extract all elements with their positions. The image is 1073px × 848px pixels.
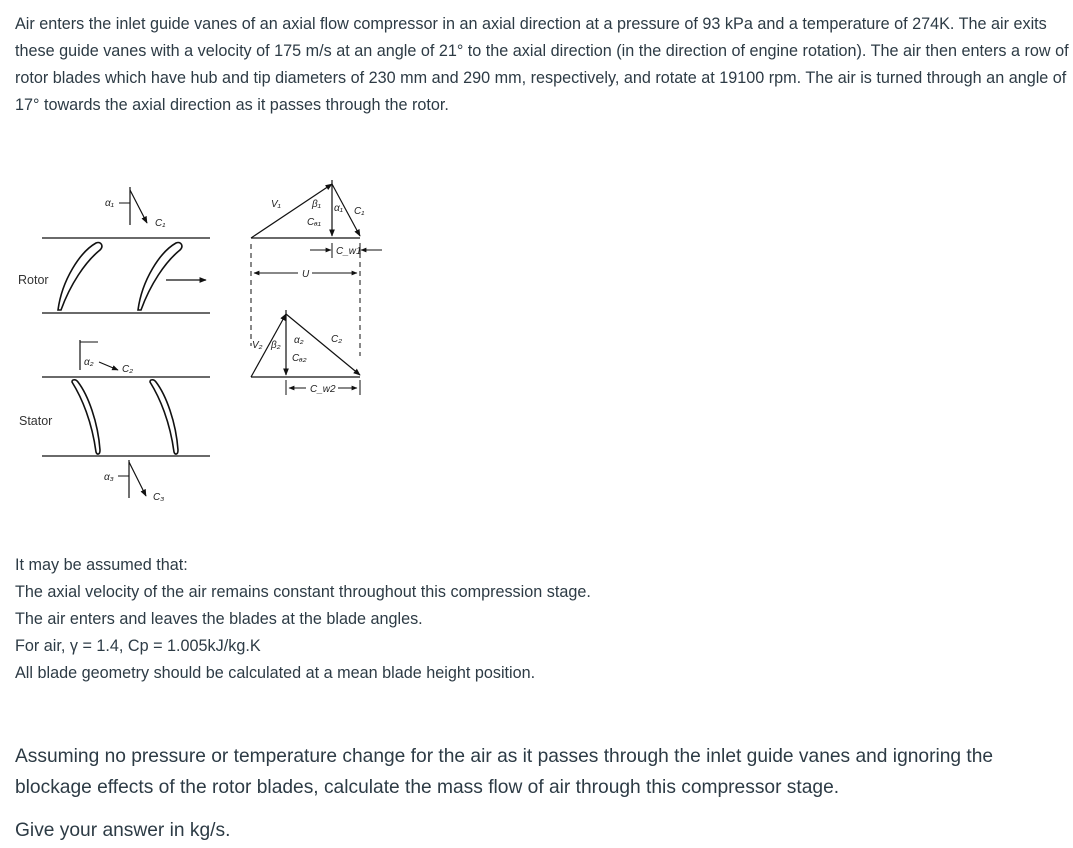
exit-velocity-triangle — [251, 310, 360, 377]
c2-triangle-label: C₂ — [331, 334, 343, 345]
rotor-blade-1 — [58, 243, 102, 310]
stator-exit-velocity-marker — [104, 460, 164, 503]
inlet-velocity-triangle — [251, 180, 364, 238]
ca2-label: Cₐ₂ — [292, 353, 307, 364]
beta2-label: β₂ — [271, 340, 281, 351]
alpha3-label: α₃ — [104, 472, 114, 483]
stator-row — [42, 377, 210, 456]
question-text: Assuming no pressure or temperature change for the air as it passes through the inlet guide vanes and ignoring the blockage effects of the rotor blades, calculate the mass flow of air through this compressor stage. — [15, 746, 994, 798]
problem-intro: Air enters the inlet guide vanes of an axial flow compressor in an axial direction at a pressure of 93 kPa and a temperature of 274K. The air exits these guide vanes with a velocity of 175 m/s at an angle of 21° to the axial direction (in the direction of engine rotation). The air then enters a row of rotor blades which have hub and tip diameters of 230 mm and 290 mm, respectively, and rotate at 19100 rpm. The air is turned through an angle of 17° towards the axial direction as it passes through the rotor. — [15, 15, 1069, 114]
rotor-exit-velocity-marker — [80, 340, 133, 375]
compressor-stage-diagram — [0, 170, 420, 520]
assumptions-block — [15, 552, 1055, 687]
stator-blade-2 — [150, 380, 178, 454]
v1-label: V₁ — [271, 199, 281, 210]
alpha2-triangle-label: α₂ — [294, 335, 304, 346]
assumption-item: The air enters and leaves the blades at the blade angles. — [15, 610, 423, 628]
cw2-dimension — [286, 380, 360, 395]
cw2-label: C_w2 — [310, 384, 336, 395]
c1-triangle-label: C₁ — [354, 206, 365, 217]
assumption-item: The axial velocity of the air remains constant throughout this compression stage. — [15, 583, 591, 601]
assumption-item: For air, γ = 1.4, Cp = 1.005kJ/kg.K — [15, 637, 261, 655]
cw1-dimension — [310, 243, 382, 258]
rotor-blade-2 — [138, 243, 182, 310]
answer-prompt: Give your answer in kg/s. — [15, 820, 231, 841]
stator-blade-1 — [72, 380, 100, 454]
ca1-label: Cₐ₁ — [307, 217, 321, 228]
c1-label: C₁ — [155, 218, 166, 229]
c2-label-left: C₂ — [122, 364, 134, 375]
alpha2-label-left: α₂ — [84, 357, 94, 368]
rotor-inlet-velocity-marker — [105, 187, 165, 229]
assumption-item: All blade geometry should be calculated at a mean blade height position. — [15, 664, 536, 682]
cw1-label: C_w1 — [336, 246, 362, 257]
assumptions-heading: It may be assumed that: — [15, 556, 188, 574]
c3-label: C₃ — [153, 492, 165, 503]
rotor-row — [42, 238, 210, 313]
stator-label: Stator — [19, 414, 53, 428]
alpha1-triangle-label: α₁ — [334, 203, 343, 214]
blade-speed-dimension — [251, 244, 360, 356]
beta1-label: β₁ — [312, 199, 321, 210]
u-label: U — [302, 269, 310, 280]
rotor-label: Rotor — [18, 273, 49, 287]
v2-label: V₂ — [252, 340, 263, 351]
alpha1-label: α₁ — [105, 198, 114, 209]
